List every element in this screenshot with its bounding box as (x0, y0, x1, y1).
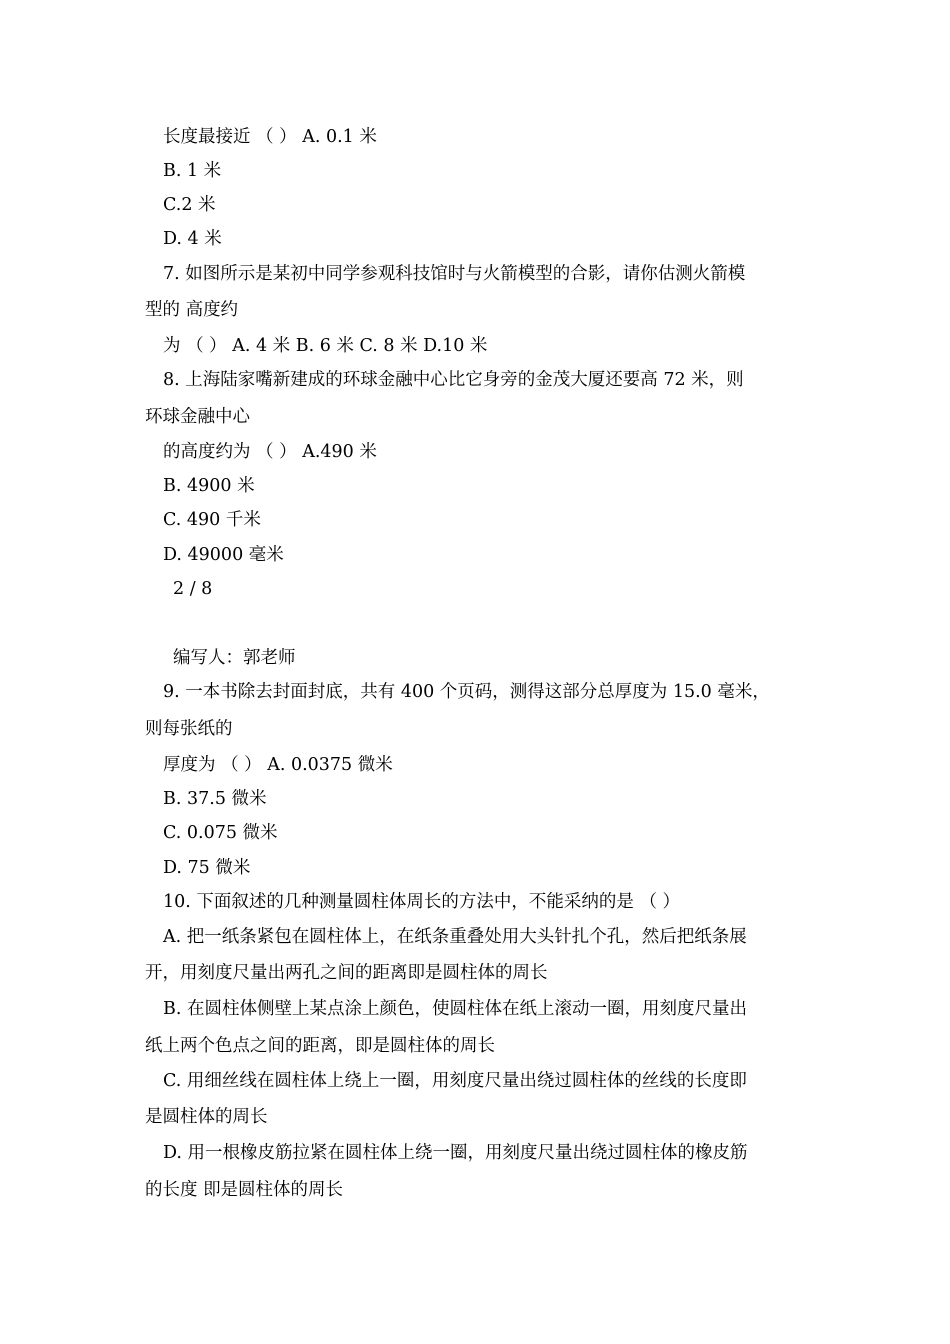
q7-stem-line1: 7. 如图所示是某初中同学参观科技馆时与火箭模型的合影，请你估测火箭模 (163, 264, 746, 284)
q9-option-c: C. 0.075 微米 (163, 823, 278, 843)
q10-option-a-line2: 开，用刻度尺量出两孔之间的距离即是圆柱体的周长 (145, 963, 548, 983)
q10-option-a-line1: A. 把一纸条紧包在圆柱体上，在纸条重叠处用大头针扎个孔，然后把纸条展 (163, 927, 747, 947)
page-number: 2 / 8 (173, 579, 213, 599)
q9-option-a: 厚度为 （ ） A. 0.0375 微米 (163, 755, 393, 775)
q10-option-d-line1: D. 用一根橡皮筋拉紧在圆柱体上绕一圈，用刻度尺量出绕过圆柱体的橡皮筋 (163, 1143, 748, 1163)
q8-option-c: C. 490 千米 (163, 510, 261, 530)
q7-options: 为 （ ） A. 4 米 B. 6 米 C. 8 米 D.10 米 (163, 336, 488, 356)
q8-stem-line1: 8. 上海陆家嘴新建成的环球金融中心比它身旁的金茂大厦还要高 72 米，则 (163, 370, 744, 390)
author-line: 编写人：郭老师 (173, 648, 296, 668)
q8-option-b: B. 4900 米 (163, 476, 255, 496)
q9-option-d: D. 75 微米 (163, 858, 251, 878)
q9-stem-line1: 9. 一本书除去封面封底，共有 400 个页码，测得这部分总厚度为 15.0 毫米， (163, 682, 770, 702)
q10-option-b-line1: B. 在圆柱体侧壁上某点涂上颜色，使圆柱体在纸上滚动一圈，用刻度尺量出 (163, 999, 747, 1019)
q7-stem-line2: 型的 高度约 (145, 300, 239, 320)
q6-option-b: B. 1 米 (163, 161, 222, 181)
q10-option-c-line2: 是圆柱体的周长 (145, 1107, 268, 1127)
q8-option-d: D. 49000 毫米 (163, 545, 284, 565)
q8-stem-line2: 环球金融中心 (145, 407, 250, 427)
q9-stem-line2: 则每张纸的 (145, 719, 233, 739)
q10-option-c-line1: C. 用细丝线在圆柱体上绕上一圈，用刻度尺量出绕过圆柱体的丝线的长度即 (163, 1071, 747, 1091)
q8-option-a: 的高度约为 （ ） A.490 米 (163, 442, 377, 462)
q6-option-d: D. 4 米 (163, 229, 222, 249)
q6-stem-end: 长度最接近 （ ） A. 0.1 米 (163, 127, 377, 147)
q10-option-d-line2: 的长度 即是圆柱体的周长 (145, 1180, 344, 1200)
q10-option-b-line2: 纸上两个色点之间的距离，即是圆柱体的周长 (145, 1036, 495, 1056)
q9-option-b: B. 37.5 微米 (163, 789, 267, 809)
q10-stem: 10. 下面叙述的几种测量圆柱体周长的方法中，不能采纳的是 （ ） (163, 892, 681, 912)
q6-option-c: C.2 米 (163, 195, 216, 215)
